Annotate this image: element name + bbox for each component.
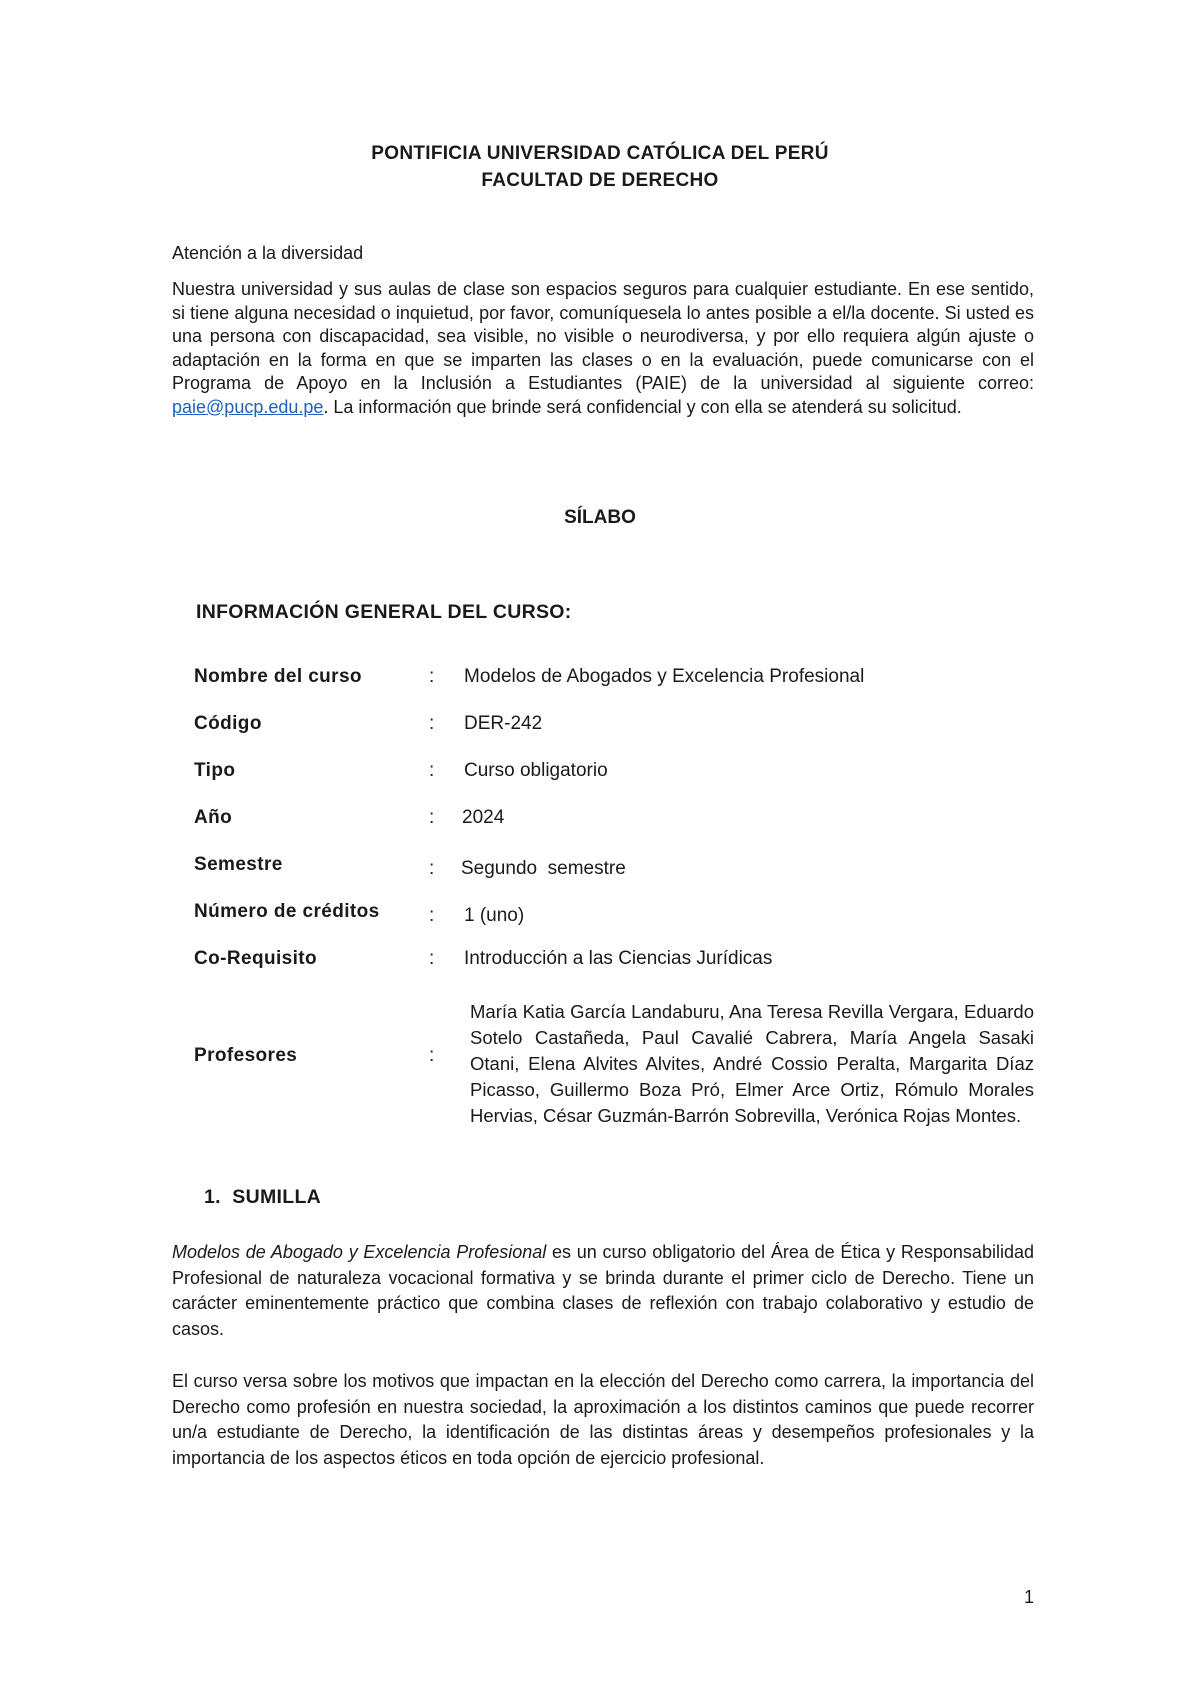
info-row-type [194, 760, 1034, 788]
info-value: Introducción a las Ciencias Jurídicas [464, 948, 773, 969]
info-value: 1 (uno) [464, 905, 525, 926]
info-value: Modelos de Abogados y Excelencia Profesional [464, 666, 865, 687]
info-row-course-name [194, 666, 1034, 694]
info-label: Código [194, 713, 262, 734]
sumilla-paragraph-2: El curso versa sobre los motivos que impactan en la elección del Derecho como carrera, la importancia del Derecho como profesión en nuestra sociedad, la aproximación a los distintos caminos que puede recorrer un/a estudiante de Derecho, la identificación de las distintas áreas y desempeños profesionales y la importancia de los aspectos éticos en toda opción de ejercicio profesional. [172, 1371, 1034, 1468]
course-name-italic: Modelos de Abogado y Excelencia Profesional [172, 1242, 547, 1262]
info-label: Tipo [194, 760, 236, 781]
info-value: DER-242 [464, 713, 543, 734]
info-label: Semestre [194, 854, 283, 875]
diversity-text: Nuestra universidad y sus aulas de clase son espacios seguros para cualquier estudiante. En ese sentido, si tiene alguna necesidad o inquietud, por favor, comuníquesela lo antes posible a el/la docente. Si usted es una persona con discapacidad, sea visible, no visible o neurodiversa, y por ello requiera algún ajuste o adaptación en la forma en que se imparten las clases o en la evaluación, puede comunicarse con el Programa de Apoyo en la Inclusión a Estudiantes (PAIE) de la universidad al siguiente correo: [172, 279, 1034, 393]
page-number: 1 [1024, 1587, 1035, 1607]
info-row-credits [194, 901, 1034, 929]
syllabus-title: SÍLABO [564, 507, 636, 528]
paie-email-link[interactable]: paie@pucp.edu.pe [172, 396, 324, 417]
info-separator: : [429, 948, 435, 969]
info-row-code [194, 713, 1034, 741]
info-separator: : [429, 1045, 435, 1066]
info-row-professors [194, 999, 1034, 1159]
info-value: Segundo semestre [461, 858, 626, 879]
professors-list: María Katia García Landaburu, Ana Teresa Revilla Vergara, Eduardo Sotelo Castañeda, Paul Cavalié Cabrera, María Angela Sasaki Otani, Elena Alvites Alvites, André Cossio Peralta, Margarita Díaz Picasso, Guillermo Boza Pró, Elmer Arce Ortiz, Rómulo Morales Hervias, César Guzmán-Barrón Sobrevilla, Verónica Rojas Montes. [470, 1001, 1034, 1126]
info-label: Profesores [194, 1045, 298, 1066]
info-separator: : [429, 713, 435, 734]
university-name: PONTIFICIA UNIVERSIDAD CATÓLICA DEL PERÚ [371, 143, 829, 164]
general-info-title: INFORMACIÓN GENERAL DEL CURSO: [196, 601, 572, 623]
diversity-text-after: . La información que brinde será confidencial y con ella se atenderá su solicitud. [323, 396, 962, 417]
info-row-year [194, 807, 1034, 835]
sumilla-title: 1. SUMILLA [204, 1186, 322, 1208]
info-separator: : [429, 760, 435, 781]
diversity-paragraph [172, 278, 1034, 419]
sumilla-paragraph-1 [172, 1240, 1034, 1342]
info-row-semester [194, 854, 1034, 882]
info-label: Co-Requisito [194, 948, 318, 969]
info-label: Número de créditos [194, 901, 380, 922]
info-separator: : [429, 807, 435, 828]
diversity-heading: Atención a la diversidad [172, 243, 364, 263]
info-separator: : [429, 858, 435, 879]
info-row-corequisite [194, 948, 1034, 976]
info-value: 2024 [462, 807, 505, 828]
sumilla-text: es un curso obligatorio del Área de Ética y Responsabilidad Profesional de naturaleza vocacional formativa y se brinda durante el primer ciclo de Derecho. Tiene un carácter eminentemente práctico que combina clases de reflexión con trabajo colaborativo y estudio de casos. [172, 1242, 1034, 1339]
info-value: Curso obligatorio [464, 760, 608, 781]
info-separator: : [429, 666, 435, 687]
info-separator: : [429, 905, 435, 926]
info-label: Año [194, 807, 233, 828]
faculty-name: FACULTAD DE DERECHO [481, 170, 719, 191]
info-label: Nombre del curso [194, 666, 362, 687]
